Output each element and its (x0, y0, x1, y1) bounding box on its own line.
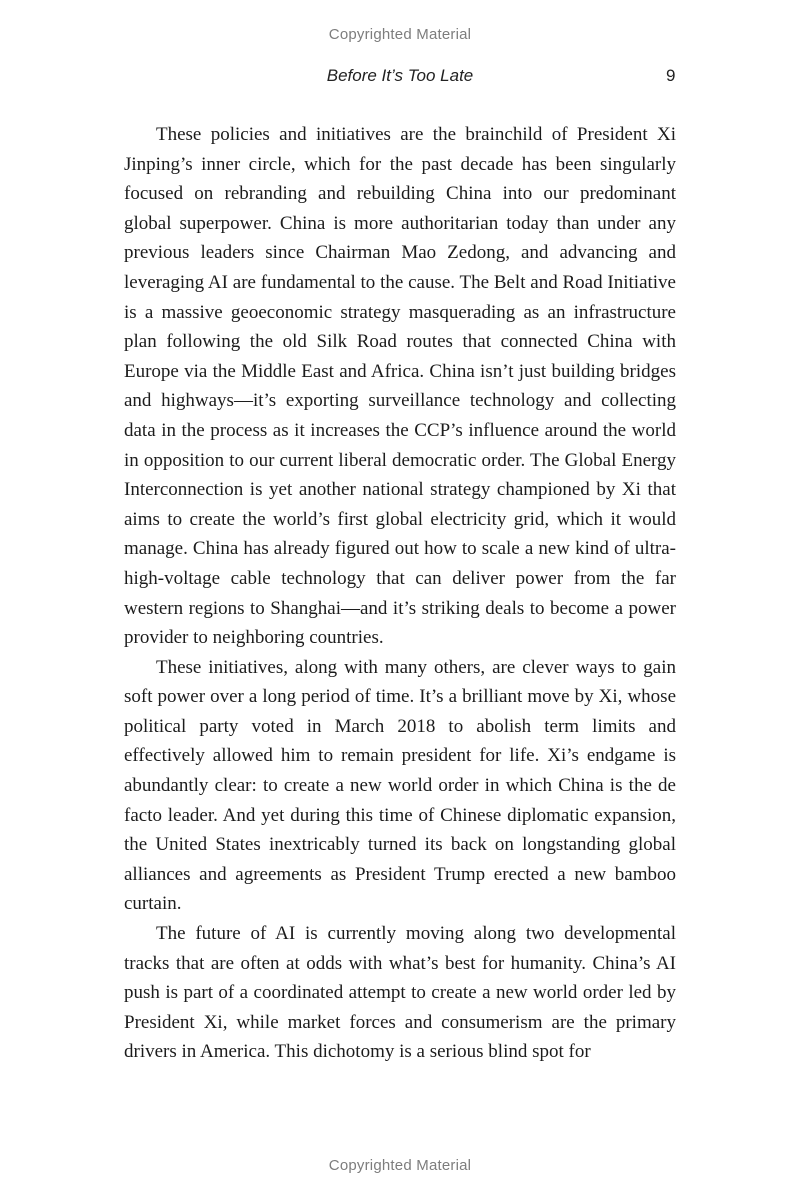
running-title: Before It’s Too Late (326, 66, 474, 85)
paragraph-2: These initiatives, along with many others, are clever ways to gain soft power over a long period of time. It’s a brilliant move by Xi, whose political party voted in March 2018 to abolish term limits and effectively allowed him to remain president for life. Xi’s endgame is abundantly clear: to create a new world order in which China is the de facto leader. And yet during this time of Chinese diplomatic expansion, the United States inextricably turned its back on longstanding global alliances and agreements as President Trump erected a new bamboo curtain. (124, 656, 676, 915)
body-text (124, 120, 676, 1067)
page-number: 9 (666, 66, 676, 85)
paragraph-3: The future of AI is currently moving along two developmental tracks that are often at odds with what’s best for humanity. China’s AI push is part of a coordinated attempt to create a new world order led by President Xi, while market forces and consumerism are the primary drivers in America. This dichotomy is a serious blind spot for (124, 923, 676, 1063)
paragraph-1: These policies and initiatives are the brainchild of President Xi Jinping’s inner circle, which for the past decade has been singularly focused on rebranding and rebuilding China into our predominant global superpower. China is more authoritarian today than under any previous leaders since Chairman Mao Zedong, and advancing and leveraging AI are fundamental to the cause. The Belt and Road Initiative is a massive geoeconomic strategy masquerading as an infrastructure plan following the old Silk Road routes that connected China with Europe via the Middle East and Africa. China isn’t just building bridges and highways—it’s exporting surveillance technology and collecting data in the process as it increases the CCP’s influence around the world in opposition to our current liberal democratic order. The Global Energy Interconnection is yet another national strategy championed by Xi that aims to create the world’s first global electricity grid, which it would manage. China has already figured out how to scale a new kind of ultra-high-voltage cable technology that can deliver power from the far western regions to Shanghai—and it’s striking deals to become a power provider to neighboring countries. (124, 124, 676, 649)
copyright-watermark-top: Copyrighted Material (328, 26, 472, 43)
running-header (0, 66, 800, 90)
copyright-watermark-bottom: Copyrighted Material (328, 1157, 472, 1174)
